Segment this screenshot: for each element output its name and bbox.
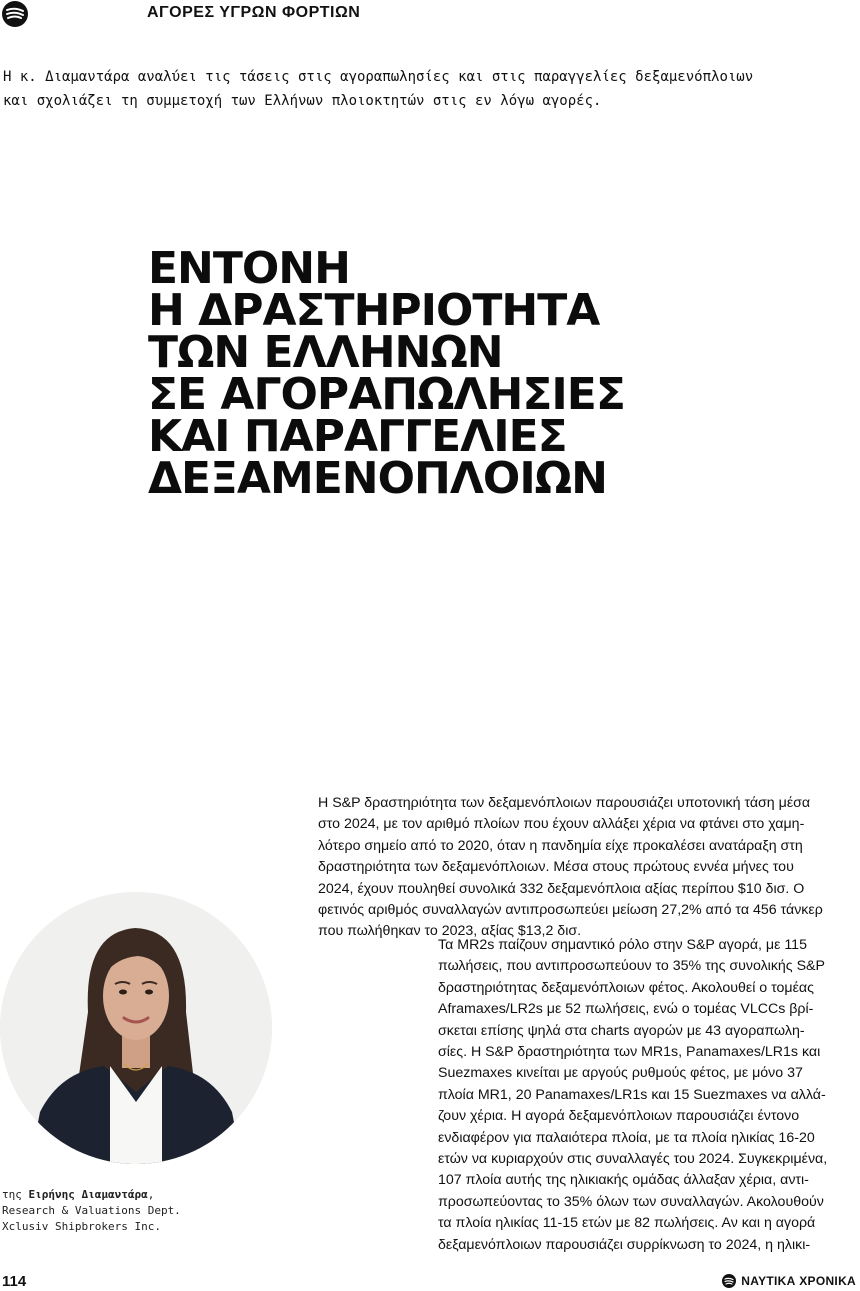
body-paragraph-1: [318, 793, 823, 943]
body-line: δραστηριότητας δεξαμενόπλοιων φέτος. Ακολουθεί ο τομέας: [438, 979, 814, 996]
author-name: Ειρήνης Διαμαντάρα: [28, 1188, 148, 1201]
body-line: σκεται επίσης ψηλά στα charts αγορών με 43 αγοραπωλη-: [438, 1022, 805, 1039]
author-portrait: [0, 892, 272, 1164]
headline-line: ΚΑΙ ΠΑΡΑΓΓΕΛΙΕΣ: [148, 411, 567, 462]
body-line: στο 2024, με τον αριθμό πλοίων που έχουν αλλάξει χέρια να φτάνει στο χαμη-: [318, 816, 805, 833]
headline-line: ΕΝΤΟΝΗ: [148, 243, 350, 294]
body-line: Aframaxes/LR2s με 52 πωλήσεις, ενώ ο τομέας VLCCs βρί-: [438, 1001, 814, 1018]
body-line: που πωλήθηκαν το 2023, αξίας $13,2 δισ.: [318, 923, 582, 940]
body-line: 2024, έχουν πουληθεί συνολικά 332 δεξαμενόπλοια αξίας περίπου $10 δισ. Ο: [318, 880, 805, 897]
author-caption: [2, 1187, 181, 1235]
body-line: Η S&P δραστηριότητα των δεξαμενόπλοιων παρουσιάζει υποτονική τάση μέσα: [318, 795, 811, 811]
headline-line: Η ΔΡΑΣΤΗΡΙΟΤΗΤΑ: [148, 285, 600, 336]
section-title: ΑΓΟΡΕΣ ΥΓΡΩΝ ΦΟΡΤΙΩΝ: [147, 4, 361, 21]
lede-line: Η κ. Διαμαντάρα αναλύει τις τάσεις στις αγοραπωλησίες και στις παραγγελίες δεξαμενόπλοιων: [3, 69, 754, 85]
page-number: 114: [2, 1273, 27, 1290]
body-line: προσωπεύοντας το 35% όλων των συναλλαγών. Ακολουθούν: [438, 1193, 824, 1210]
body-line: πλοία MR1, 20 Panamaxes/LR1s και 15 Suezmaxes να αλλά-: [438, 1086, 826, 1103]
author-company: Xclusiv Shipbrokers Inc.: [2, 1220, 161, 1233]
body-paragraph-2: [438, 935, 827, 1256]
author-name-line: της Ειρήνης Διαμαντάρα,: [2, 1188, 155, 1201]
body-line: ενδιαφέρον για παλαιότερα πλοία, με τα πλοία ηλικίας 16-20: [438, 1129, 815, 1146]
wave-logo-icon: [2, 1, 28, 27]
body-line: δραστηριότητα των δεξαμενόπλοιων. Μέσα στους πρώτους εννέα μήνες του: [318, 859, 794, 876]
body-line: δεξαμενόπλοιων παρουσιάζει συρρίκνωση το 2024, η ηλικι-: [438, 1236, 811, 1253]
footer-brand: [722, 1274, 856, 1288]
author-department: Research & Valuations Dept.: [2, 1204, 181, 1217]
headline-line: ΤΩΝ ΕΛΛΗΝΩΝ: [148, 327, 503, 378]
body-line: φετινός αριθμός συναλλαγών αντιπροσωπεύει μείωση 27,2% από τα 456 τάνκερ: [318, 902, 823, 919]
headline-line: ΔΕΞΑΜΕΝΟΠΛΟΙΩΝ: [148, 453, 607, 504]
brand-name: ΝΑΥΤΙΚΑ ΧΡΟΝΙΚΑ: [741, 1274, 856, 1288]
lede-line: και σχολιάζει τη συμμετοχή των Ελλήνων πλοιοκτητών στις εν λόγω αγορές.: [3, 93, 602, 109]
wave-logo-icon: [722, 1274, 736, 1288]
body-line: λότερο σημείο από το 2020, όταν η πανδημία είχε προκαλέσει ανατάραξη στη: [318, 837, 803, 854]
body-line: ζουν χέρια. Η αγορά δεξαμενόπλοιων παρουσιάζει έντονο: [438, 1108, 800, 1125]
body-line: τα πλοία ηλικίας 11-15 ετών με 82 πωλήσεις. Αν και η αγορά: [438, 1215, 816, 1232]
article-lede: [3, 65, 860, 113]
body-line: Suezmaxes κινείται με αργούς ρυθμούς φέτος, με μόνο 37: [438, 1065, 803, 1082]
article-headline: [148, 243, 625, 504]
headline-line: ΣΕ ΑΓΟΡΑΠΩΛΗΣΙΕΣ: [148, 369, 625, 420]
body-line: ετών να κυριαρχούν στις συναλλαγές του 2024. Συγκεκριμένα,: [438, 1151, 828, 1168]
body-line: Τα MR2s παίζουν σημαντικό ρόλο στην S&P αγορά, με 115: [438, 937, 807, 953]
body-line: 107 πλοία αυτής της ηλικιακής ομάδας άλλαξαν χέρια, αντι-: [438, 1172, 809, 1189]
body-line: πωλήσεις, που αντιπροσωπεύουν το 35% της συνολικής S&P: [438, 958, 825, 975]
body-line: σίες. Η S&P δραστηριότητα των MR1s, Panamaxes/LR1s και: [438, 1044, 821, 1061]
